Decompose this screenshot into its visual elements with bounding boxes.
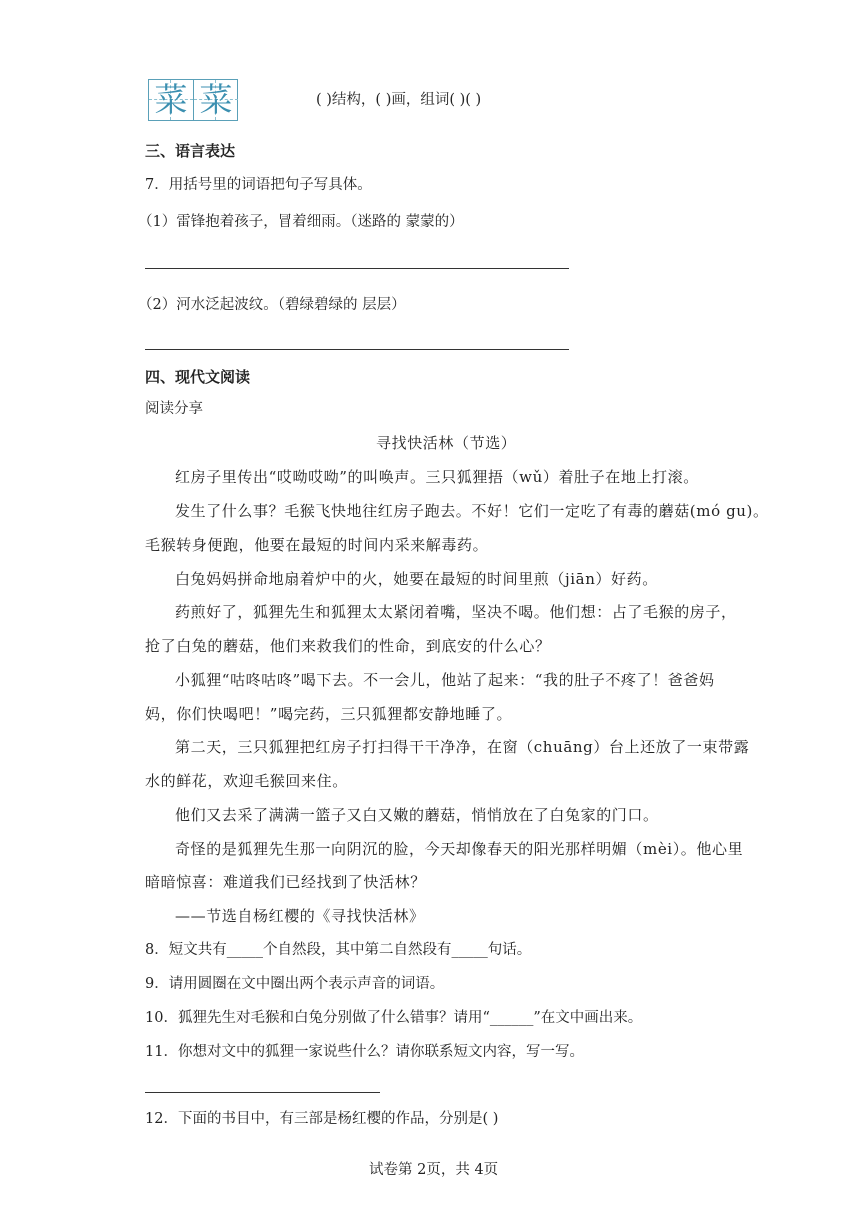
article-line: 小狐狸“咕咚咕咚”喝下去。不一会儿，他站了起来：“我的肚子不疼了！爸爸妈 — [175, 671, 715, 689]
article-line: 妈，你们快喝吧！”喝完药，三只狐狸都安静地睡了。 — [145, 705, 513, 723]
section-heading: 四、现代文阅读 — [145, 368, 251, 386]
article-line: 抢了白兔的蘑菇，他们来救我们的性命，到底安的什么心？ — [145, 637, 551, 655]
article-line: 发生了什么事？毛猴飞快地往红房子跑去。不好！它们一定吃了有毒的蘑菇(mó gu)。 — [175, 502, 769, 520]
page-footer: 试卷第 2页，共 4页 — [369, 1162, 499, 1178]
section-heading: 三、语言表达 — [145, 142, 236, 160]
character-grid — [148, 79, 238, 121]
grid-character: 菜 — [154, 80, 188, 119]
question-11: 11．你想对文中的狐狸一家说些什么？请你联系短文内容，写一写。 — [145, 1044, 584, 1060]
reading-label: 阅读分享 — [145, 401, 203, 417]
answer-line — [145, 268, 569, 269]
article-line: 红房子里传出“哎呦哎呦”的叫唤声。三只狐狸捂（wǔ）着肚子在地上打滚。 — [175, 468, 699, 486]
article-line: 暗暗惊喜：难道我们已经找到了快活林？ — [145, 873, 426, 891]
grid-cell — [149, 80, 193, 120]
article-title: 寻找快活林（节选） — [376, 434, 517, 452]
grid-character: 菜 — [199, 80, 233, 119]
article-line: 白兔妈妈拼命地扇着炉中的火，她要在最短的时间里煎（jiān）好药。 — [175, 570, 658, 588]
article-line: 他们又去采了满满一篮子又白又嫩的蘑菇，悄悄放在了白兔家的门口。 — [175, 806, 659, 824]
structure-prompt: ( )结构，( )画，组词( )( ) — [316, 92, 482, 108]
question-7: 7．用括号里的词语把句子写具体。 — [145, 177, 372, 193]
article-line: 奇怪的是狐狸先生那一向阴沉的脸，今天却像春天的阳光那样明媚（mèi）。他心里 — [175, 840, 744, 858]
question-7-1: （1）雷锋抱着孩子，冒着细雨。（迷路的 蒙蒙的） — [138, 214, 464, 230]
article-line: 毛猴转身便跑，他要在最短的时间内采来解毒药。 — [145, 536, 489, 554]
grid-cell — [194, 80, 238, 120]
question-12: 12．下面的书目中，有三部是杨红樱的作品，分别是( ) — [145, 1111, 499, 1127]
article-line: 第二天，三只狐狸把红房子打扫得干干净净，在窗（chuāng）台上还放了一束带露 — [175, 738, 750, 756]
answer-line — [145, 1092, 380, 1093]
question-7-2: （2）河水泛起波纹。（碧绿碧绿的 层层） — [138, 297, 406, 313]
article-line: 药煎好了，狐狸先生和狐狸太太紧闭着嘴，坚决不喝。他们想：占了毛猴的房子， — [175, 603, 737, 621]
answer-line — [145, 349, 569, 350]
question-8: 8．短文共有_____个自然段，其中第二自然段有_____句话。 — [145, 942, 532, 958]
question-9: 9．请用圆圈在文中圈出两个表示声音的词语。 — [145, 976, 445, 992]
article-source: ——节选自杨红樱的《寻找快活林》 — [175, 907, 425, 925]
question-10: 10．狐狸先生对毛猴和白兔分别做了什么错事？请用“______”在文中画出来。 — [145, 1010, 643, 1026]
article-line: 水的鲜花，欢迎毛猴回来住。 — [145, 772, 348, 790]
